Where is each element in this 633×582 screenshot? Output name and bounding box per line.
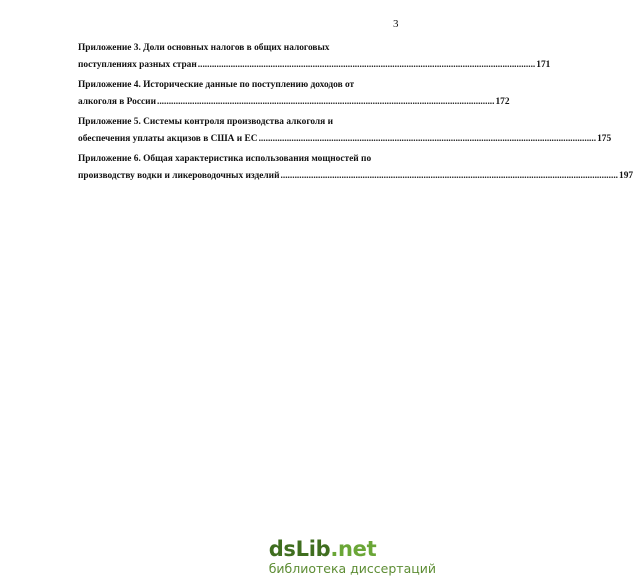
logo-lib: Lib [295, 537, 331, 561]
toc-entry-title-end: поступлениях разных стран [78, 60, 197, 70]
watermark-subtitle: библиотека диссертаций [268, 561, 436, 576]
toc-entry-title: Приложение 3. Доли основных налогов в общих налоговых [78, 43, 330, 53]
toc-page-ref: 175 [597, 134, 612, 144]
toc-entry-continuation [78, 94, 510, 111]
toc-leader-dots: ................................................................................................................................................ [156, 97, 495, 107]
toc-entry [78, 151, 633, 185]
toc-entry-title-end: алкоголя в России [78, 97, 156, 107]
toc-entry [78, 114, 612, 148]
toc-entry-continuation [78, 168, 633, 185]
toc-leader-dots: ................................................................................................................................................ [258, 134, 597, 144]
toc-entry-title-end: производству водки и ликероводочных изделий [78, 171, 280, 181]
dslib-logo [269, 538, 436, 560]
toc-page-ref: 171 [536, 60, 551, 70]
toc-leader-dots: ................................................................................................................................................ [197, 60, 536, 70]
logo-net: .net [330, 537, 377, 561]
toc-entry-continuation [78, 131, 612, 148]
toc-entry [78, 77, 510, 111]
toc-entry-title-end: обеспечения уплаты акцизов в США и ЕС [78, 134, 258, 144]
toc-entry-title: Приложение 6. Общая характеристика использования мощностей по [78, 154, 372, 164]
page-number: 3 [393, 18, 399, 30]
toc-leader-dots: ................................................................................................................................................ [280, 171, 618, 181]
logo-ds: ds [268, 537, 296, 561]
table-of-contents [78, 40, 633, 188]
site-watermark[interactable] [269, 538, 436, 576]
toc-page-ref: 197 [619, 171, 633, 181]
toc-entry-continuation [78, 57, 551, 74]
toc-entry [78, 40, 551, 74]
toc-entry-title: Приложение 5. Системы контроля производства алкоголя и [78, 117, 333, 127]
toc-page-ref: 172 [495, 97, 510, 107]
toc-entry-title: Приложение 4. Исторические данные по поступлению доходов от [78, 80, 355, 90]
